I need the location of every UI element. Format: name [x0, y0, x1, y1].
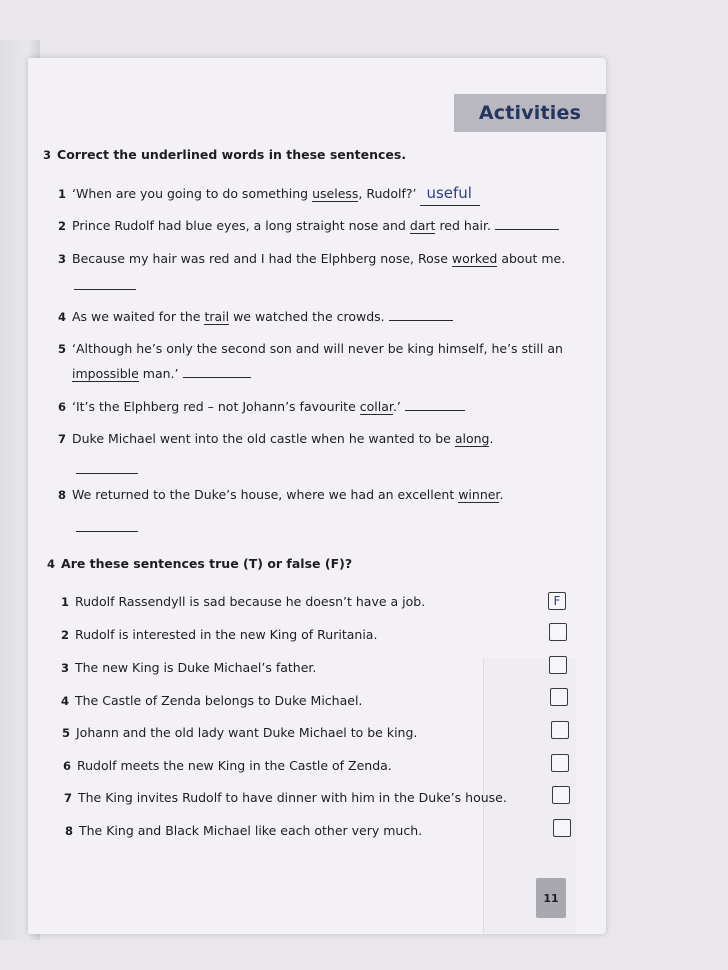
true-false-box[interactable] [549, 623, 567, 641]
sentence-text: . [499, 487, 504, 502]
underlined-word: along [454, 431, 490, 446]
sentence-text: ‘When are you going to do something [72, 186, 313, 201]
true-false-box[interactable] [552, 786, 570, 804]
ex3-item-5-continued [72, 365, 251, 383]
item-number: 7 [58, 432, 67, 446]
ex3-item-4 [58, 308, 453, 326]
activities-banner [454, 94, 606, 132]
item-number: 8 [65, 824, 74, 838]
true-false-box[interactable] [551, 754, 569, 772]
ex4-item-3 [61, 659, 316, 677]
sentence-text: we watched the crowds. [229, 309, 385, 324]
exercise-4-heading [47, 556, 352, 571]
item-number: 7 [64, 791, 73, 805]
item-number: 3 [58, 252, 67, 266]
sentence-text: We returned to the Duke’s house, where we had an excellent [72, 487, 459, 502]
sentence-text: Duke Michael went into the old castle when he wanted to be [72, 431, 455, 446]
handwritten-answer[interactable]: useful [420, 183, 480, 206]
sentence-text: red hair. [435, 218, 491, 233]
page-number-tab [536, 878, 566, 918]
ex4-item-6 [63, 757, 392, 775]
underlined-word: dart [409, 218, 436, 233]
answer-blank[interactable] [74, 288, 136, 290]
item-number: 6 [63, 759, 72, 773]
item-number: 5 [62, 726, 71, 740]
sentence-text: about me. [497, 251, 566, 266]
sentence-text: ‘It’s the Elphberg red – not Johann’s favourite [72, 399, 360, 414]
sentence-text: Prince Rudolf had blue eyes, a long straight nose and [72, 218, 410, 233]
ex4-item-2 [61, 626, 377, 644]
sentence-text: man.’ [138, 366, 179, 381]
item-number: 4 [58, 310, 67, 324]
ex3-item-1 [58, 183, 480, 206]
exercise-3-heading [43, 147, 406, 162]
statement-text: Johann and the old lady want Duke Michael to be king. [76, 725, 418, 740]
true-false-box[interactable] [549, 656, 567, 674]
sentence-text: Because my hair was red and I had the Elphberg nose, Rose [72, 251, 452, 266]
statement-text: The King invites Rudolf to have dinner with him in the Duke’s house. [78, 790, 507, 805]
item-number: 2 [61, 628, 70, 642]
sentence-text: ‘Although he’s only the second son and will never be king himself, he’s still an [72, 341, 563, 356]
exercise-number: 4 [47, 557, 56, 571]
ex4-item-5 [62, 724, 417, 742]
true-false-box[interactable]: F [548, 592, 566, 610]
ex3-item-5 [58, 340, 563, 358]
true-false-box[interactable] [550, 688, 568, 706]
exercise-instruction: Correct the underlined words in these sentences. [57, 147, 407, 162]
ex3-item-7 [58, 430, 493, 448]
answer-blank[interactable] [495, 228, 559, 230]
page-number: 11 [543, 891, 559, 905]
answer-blank[interactable] [76, 530, 138, 532]
true-false-box[interactable] [551, 721, 569, 739]
item-number: 1 [61, 595, 70, 609]
ex3-item-3 [58, 250, 565, 268]
item-number: 4 [61, 694, 70, 708]
ex4-item-8 [65, 822, 422, 840]
ex3-item-6 [58, 398, 465, 416]
underlined-word: winner [458, 487, 500, 502]
ex3-item-8 [58, 486, 503, 504]
item-number: 2 [58, 219, 67, 233]
sentence-text: As we waited for the [72, 309, 205, 324]
ex4-item-4 [61, 692, 362, 710]
sentence-text: . [489, 431, 494, 446]
statement-text: Rudolf meets the new King in the Castle of Zenda. [77, 758, 392, 773]
ex4-item-7 [64, 789, 507, 807]
underlined-word: worked [451, 251, 498, 266]
statement-text: The new King is Duke Michael’s father. [75, 660, 317, 675]
statement-text: Rudolf Rassendyll is sad because he doesn’t have a job. [75, 594, 426, 609]
answer-blank[interactable] [183, 376, 251, 378]
answer-blank[interactable] [389, 319, 453, 321]
item-number: 6 [58, 400, 67, 414]
item-number: 1 [58, 187, 67, 201]
underlined-word: trail [204, 309, 230, 324]
underlined-word: useless [312, 186, 359, 201]
statement-text: The Castle of Zenda belongs to Duke Michael. [75, 693, 363, 708]
item-number: 8 [58, 488, 67, 502]
exercise-instruction: Are these sentences true (T) or false (F)? [61, 556, 353, 571]
true-false-box[interactable] [553, 819, 571, 837]
sentence-text: .’ [392, 399, 401, 414]
underlined-word: collar [359, 399, 393, 414]
item-number: 5 [58, 342, 67, 356]
statement-text: Rudolf is interested in the new King of Ruritania. [75, 627, 378, 642]
item-number: 3 [61, 661, 70, 675]
answer-blank[interactable] [76, 472, 138, 474]
underlined-word: impossible [72, 366, 139, 381]
ex4-item-1 [61, 593, 425, 611]
workbook-page [28, 58, 606, 934]
answer-blank[interactable] [405, 409, 465, 411]
sentence-text: , Rudolf?’ [358, 186, 417, 201]
exercise-number: 3 [43, 148, 52, 162]
ex3-item-2 [58, 217, 559, 235]
page-title: Activities [478, 102, 582, 124]
statement-text: The King and Black Michael like each other very much. [79, 823, 423, 838]
